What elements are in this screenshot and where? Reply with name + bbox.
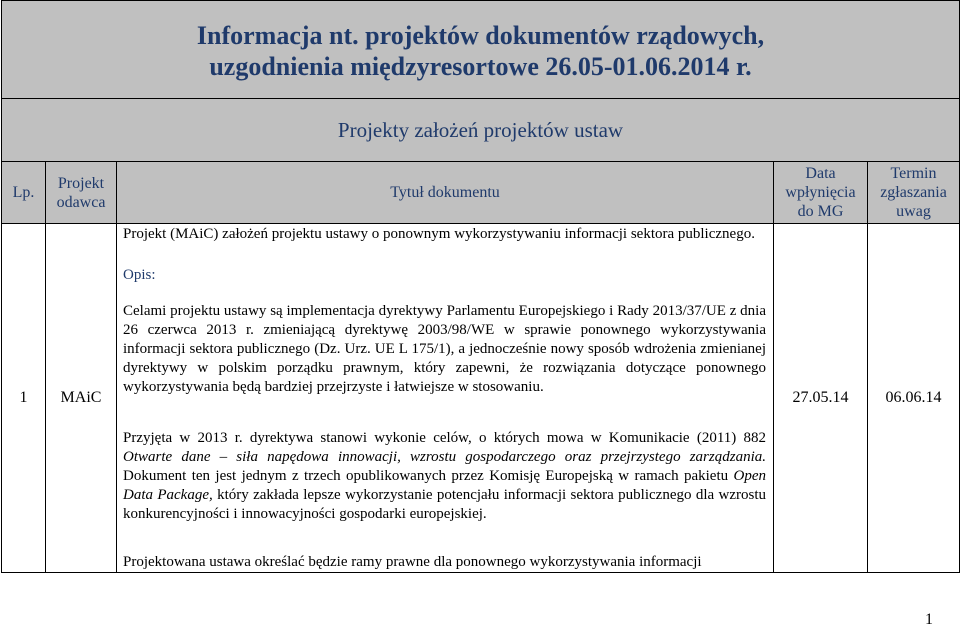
description-paragraph-1: Celami projektu ustawy są implementacja dyrektywy Parlamentu Europejskiego i Rady 2013/37/UE z dnia 26 czerwca 2013 r. zmieniającą dyrektywę 2003/98/WE w sprawie ponownego wykorzystywania informacji sektora publicznego (Dz. Urz. UE L 175/1), a jednocześnie nowy sposób wdrożenia zmienianej dyrektywy w polskim porządku prawnym, który zapewni, że rozwiązania dotyczące ponownego wykorzystywania będą bardziej przejrzyste i łatwiejsze w stosowaniu. <box>123 303 766 395</box>
para2-text-c: który zakłada lepsze wykorzystanie potencjału informacji sektora publicznego dla wzrostu konkurencyjności i innowacyjności gospodarki europejskiej. <box>123 487 766 522</box>
description-paragraph-2 <box>123 429 766 524</box>
para2-italic-2: Open Data Package, <box>123 468 766 503</box>
column-header-data: Data wpłynięcia do MG <box>773 162 868 224</box>
cell-termin <box>867 224 960 573</box>
description-paragraph-3: Projektowana ustawa określać będzie ramy prawne dla ponownego wykorzystywania informacji <box>123 554 702 570</box>
page-number: 1 <box>925 611 933 628</box>
row-projekt: MAiC <box>60 389 102 406</box>
cell-lp <box>1 224 46 573</box>
column-header-lp: Lp. <box>1 162 46 224</box>
document-title-text: Projekt (MAiC) założeń projektu ustawy o ponownym wykorzystywaniu informacji sektora publicznego. <box>123 226 755 242</box>
row-termin: 06.06.14 <box>885 389 942 406</box>
title-line-2: uzgodnienia międzyresortowe 26.05-01.06.2014 r. <box>209 52 752 81</box>
para2-text-a: Przyjęta w 2013 r. dyrektywa stanowi wykonie celów, o których mowa w Komunikacie (2011) 882 <box>123 430 766 446</box>
document-title <box>1 0 960 99</box>
opis-label: Opis: <box>123 267 156 283</box>
para2-text-b: Dokument ten jest jednym z trzech opublikowanych przez Komisję Europejską w ramach pakietu <box>123 468 729 484</box>
column-header-termin: Termin zgłaszania uwag <box>867 162 960 224</box>
column-header-projekt: Projekt odawca <box>45 162 117 224</box>
column-header-tytul: Tytuł dokumentu <box>116 162 774 224</box>
cell-data <box>773 224 868 573</box>
title-line-1: Informacja nt. projektów dokumentów rządowych, <box>196 21 765 50</box>
para2-italic: Otwarte dane – siła napędowa innowacji, wzrostu gospodarczego oraz przejrzystego zarządzania. <box>123 449 766 465</box>
section-header: Projekty założeń projektów ustaw <box>1 99 960 162</box>
row-number: 1 <box>19 389 28 406</box>
row-data: 27.05.14 <box>792 389 849 406</box>
cell-projekt <box>45 224 117 573</box>
